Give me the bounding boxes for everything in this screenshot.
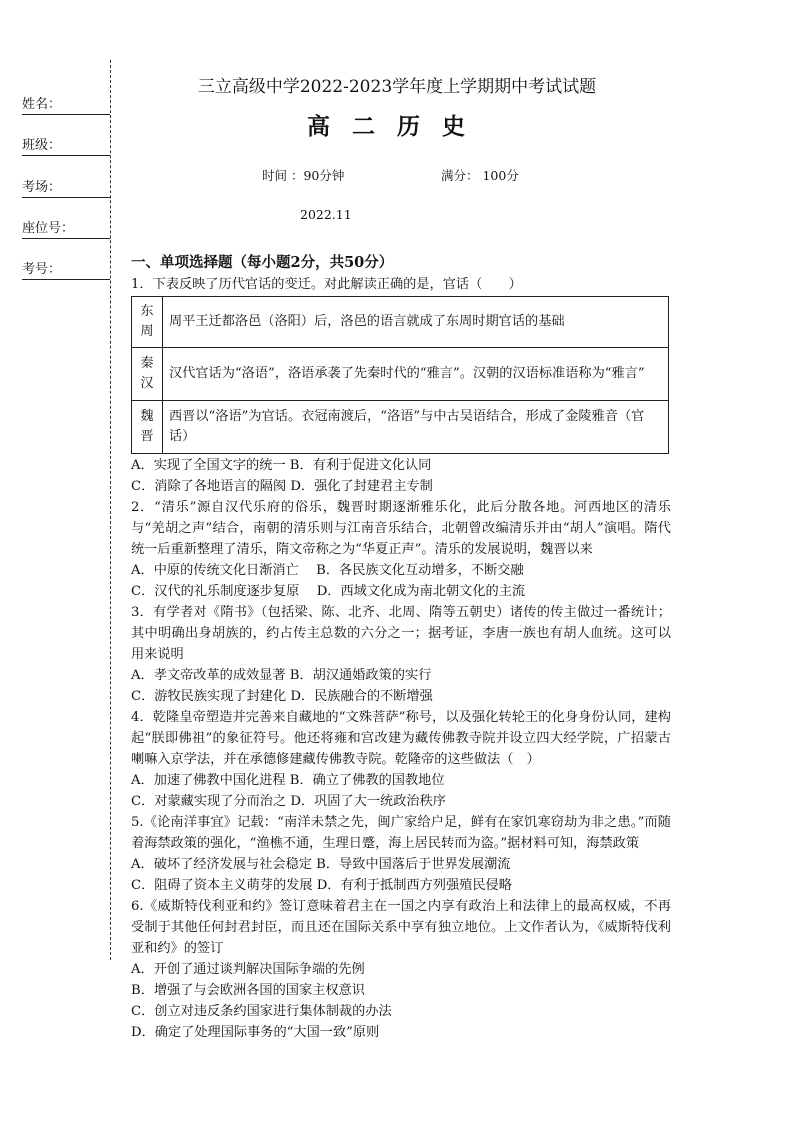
official-language-table bbox=[131, 296, 669, 454]
score-label: 满分： 100分 bbox=[441, 168, 519, 183]
question-3 bbox=[131, 602, 671, 707]
question-content bbox=[131, 252, 671, 1043]
option-line: A．破坏了经济发展与社会稳定 B．导致中国落后于世界发展潮流 bbox=[131, 857, 511, 872]
cut-line bbox=[110, 60, 111, 960]
exam-number-field[interactable] bbox=[22, 258, 110, 277]
class-label: 班级： bbox=[22, 138, 62, 153]
question-stem: 5.《论南洋事宜》记载：“南洋未禁之先，闽广家给户足，鲜有在家饥寒窃劫为非之患。”而随着海禁政策的强化，“渔樵不通，生理日蹙，海上居民转而为盗。”据材料可知，海禁政策 bbox=[131, 815, 671, 851]
exam-room-line bbox=[22, 197, 110, 198]
seat-number-field[interactable] bbox=[22, 217, 110, 236]
name-label: 姓名： bbox=[22, 97, 62, 112]
seat-number-line bbox=[22, 238, 110, 239]
seat-number-label: 座位号： bbox=[22, 221, 75, 236]
option-line: C．创立对违反条约国家进行集体制裁的办法 bbox=[131, 1004, 392, 1019]
exam-number-line bbox=[22, 279, 110, 280]
exam-date: 2022.11 bbox=[300, 207, 352, 222]
option-line: A．开创了通过谈判解决国际争端的先例 bbox=[131, 962, 365, 977]
option-line: A．加速了佛教中国化进程 B．确立了佛教的国教地位 bbox=[131, 773, 445, 788]
table-row bbox=[132, 401, 669, 454]
option-line: C．游牧民族实现了封建化 D．民族融合的不断增强 bbox=[131, 689, 433, 704]
exam-room-label: 考场： bbox=[22, 180, 62, 195]
table-era: 东周 bbox=[132, 297, 163, 348]
exam-number-label: 考号： bbox=[22, 262, 62, 277]
question-2 bbox=[131, 497, 671, 602]
option-line: D．确定了处理国际事务的“大国一致”原则 bbox=[131, 1025, 380, 1040]
option-line: A．中原的传统文化日渐消亡 B．各民族文化互动增多，不断交融 bbox=[131, 563, 524, 578]
school-title: 三立高级中学2022-2023学年度上学期期中考试试题 bbox=[197, 77, 597, 97]
table-text: 西晋以“洛语”为官话。衣冠南渡后，“洛语”与中古吴语结合，形成了金陵雅音（官话） bbox=[163, 401, 669, 454]
class-line bbox=[22, 155, 110, 156]
question-stem: 3．有学者对《隋书》（包括梁、陈、北齐、北周、隋等五朝史）诸传的传主做过一番统计；其中明确出身胡族的，约占传主总数的六分之一；据考证，李唐一族也有胡人血统。这可以用来说明 bbox=[131, 605, 671, 662]
question-stem: 6.《威斯特伐利亚和约》签订意味着君主在一国之内享有政治上和法律上的最高权威，不再受制于其他任何封君封臣，而且还在国际关系中享有独立地位。上文作者认为，《威斯特伐利亚和约》的签订 bbox=[131, 899, 671, 956]
option-line: B．增强了与会欧洲各国的国家主权意识 bbox=[131, 983, 365, 998]
option-line: A．孝文帝改革的成效显著 B．胡汉通婚政策的实行 bbox=[131, 668, 432, 683]
question-6 bbox=[131, 896, 671, 1043]
subject-title: 高二历史 bbox=[307, 113, 487, 140]
table-era: 秦汉 bbox=[132, 348, 163, 401]
table-row bbox=[132, 348, 669, 401]
time-label: 时间 ：90分钟 bbox=[262, 168, 345, 183]
question-1 bbox=[131, 274, 671, 497]
section-title: 一、单项选择题（每小题2分，共50分） bbox=[131, 254, 394, 271]
option-line: C．阻碍了资本主义萌芽的发展 D．有利于抵制西方列强殖民侵略 bbox=[131, 878, 512, 893]
option-line: C．汉代的礼乐制度逐步复原 D．西域文化成为南北朝文化的主流 bbox=[131, 584, 526, 599]
table-row bbox=[132, 297, 669, 348]
question-stem: 2．“清乐”源自汉代乐府的俗乐，魏晋时期逐渐雅乐化，此后分散各地。河西地区的清乐与“羌胡之声”结合，南朝的清乐则与江南音乐结合，北朝曾改编清乐并由“胡人”演唱。隋代统一后重新整理了清乐，隋文帝称之为“华夏正声”。清乐的发展说明，魏晋以来 bbox=[131, 500, 671, 557]
table-text: 周平王迁都洛邑（洛阳）后，洛邑的语言就成了东周时期官话的基础 bbox=[163, 297, 669, 348]
question-5 bbox=[131, 812, 671, 896]
option-line: C．对蒙藏实现了分而治之 D．巩固了大一统政治秩序 bbox=[131, 794, 446, 809]
exam-room-field[interactable] bbox=[22, 176, 110, 195]
question-stem: 4．乾隆皇帝塑造并完善来自藏地的“文殊菩萨”称号，以及强化转轮王的化身身份认同，建构起“朕即佛祖”的象征符号。他还将雍和宫改建为藏传佛教寺院并设立四大经学院，广招蒙古喇嘛入京学法，并在承德修建藏传佛教寺院。乾隆帝的这些做法（ ） bbox=[131, 710, 671, 767]
table-text: 汉代官话为“洛语”，洛语承袭了先秦时代的“雅言”。汉朝的汉语标准语称为“雅言” bbox=[163, 348, 669, 401]
table-era: 魏晋 bbox=[132, 401, 163, 454]
option-line: A．实现了全国文字的统一 B．有利于促进文化认同 bbox=[131, 458, 432, 473]
option-line: C．消除了各地语言的隔阂 D．强化了封建君主专制 bbox=[131, 479, 433, 494]
question-stem: 1．下表反映了历代官话的变迁。对此解读正确的是，官话（ ） bbox=[131, 277, 522, 292]
question-4 bbox=[131, 707, 671, 812]
